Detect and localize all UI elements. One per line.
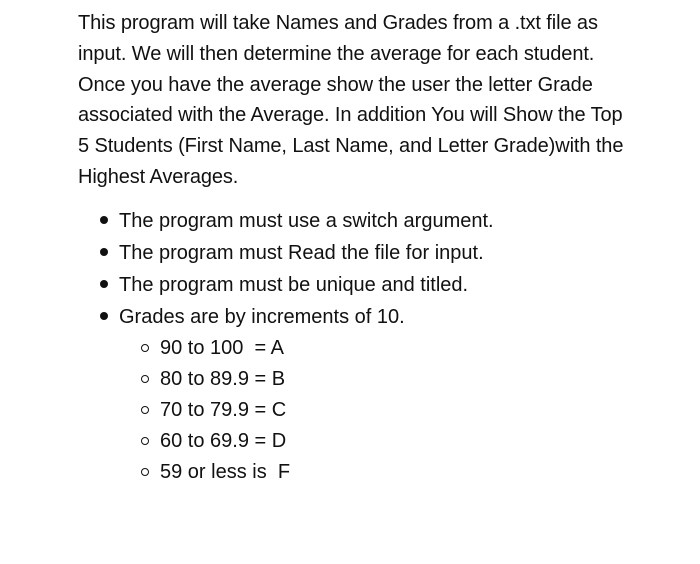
grade-scale-text: 70 to 79.9 = C <box>160 398 287 421</box>
hollow-bullet-icon <box>141 344 149 352</box>
bullet-icon <box>100 280 108 288</box>
grade-scale-text: 59 or less is F <box>160 460 291 483</box>
hollow-bullet-icon <box>141 437 149 445</box>
list-item <box>78 269 638 301</box>
requirement-text: The program must use a switch argument. <box>119 209 494 232</box>
hollow-bullet-icon <box>141 406 149 414</box>
list-item <box>78 205 638 237</box>
list-item <box>78 237 638 269</box>
document <box>78 8 638 488</box>
hollow-bullet-icon <box>141 468 149 476</box>
grade-scale-list <box>78 333 638 488</box>
list-item <box>78 395 638 426</box>
list-item <box>78 426 638 457</box>
grade-scale-text: 60 to 69.9 = D <box>160 429 287 452</box>
bullet-icon <box>100 216 108 224</box>
requirement-text: The program must Read the file for input. <box>119 241 484 264</box>
grade-scale-text: 90 to 100 = A <box>160 336 284 359</box>
bullet-icon <box>100 248 108 256</box>
list-item <box>78 333 638 364</box>
grade-scale-text: 80 to 89.9 = B <box>160 367 286 390</box>
list-item <box>78 457 638 488</box>
bullet-icon <box>100 312 108 320</box>
requirements-list <box>78 205 638 333</box>
intro-paragraph: This program will take Names and Grades from a .txt file as input. We will then determine the average for each student. Once you have the average show the user the letter Grade associated with the Average. In addition You will Show the Top 5 Students (First Name, Last Name, and Letter Grade)with the Highest Averages. <box>78 12 624 188</box>
requirement-text: Grades are by increments of 10. <box>119 305 405 328</box>
requirement-text: The program must be unique and titled. <box>119 273 469 296</box>
list-item <box>78 364 638 395</box>
hollow-bullet-icon <box>141 375 149 383</box>
list-item <box>78 301 638 333</box>
